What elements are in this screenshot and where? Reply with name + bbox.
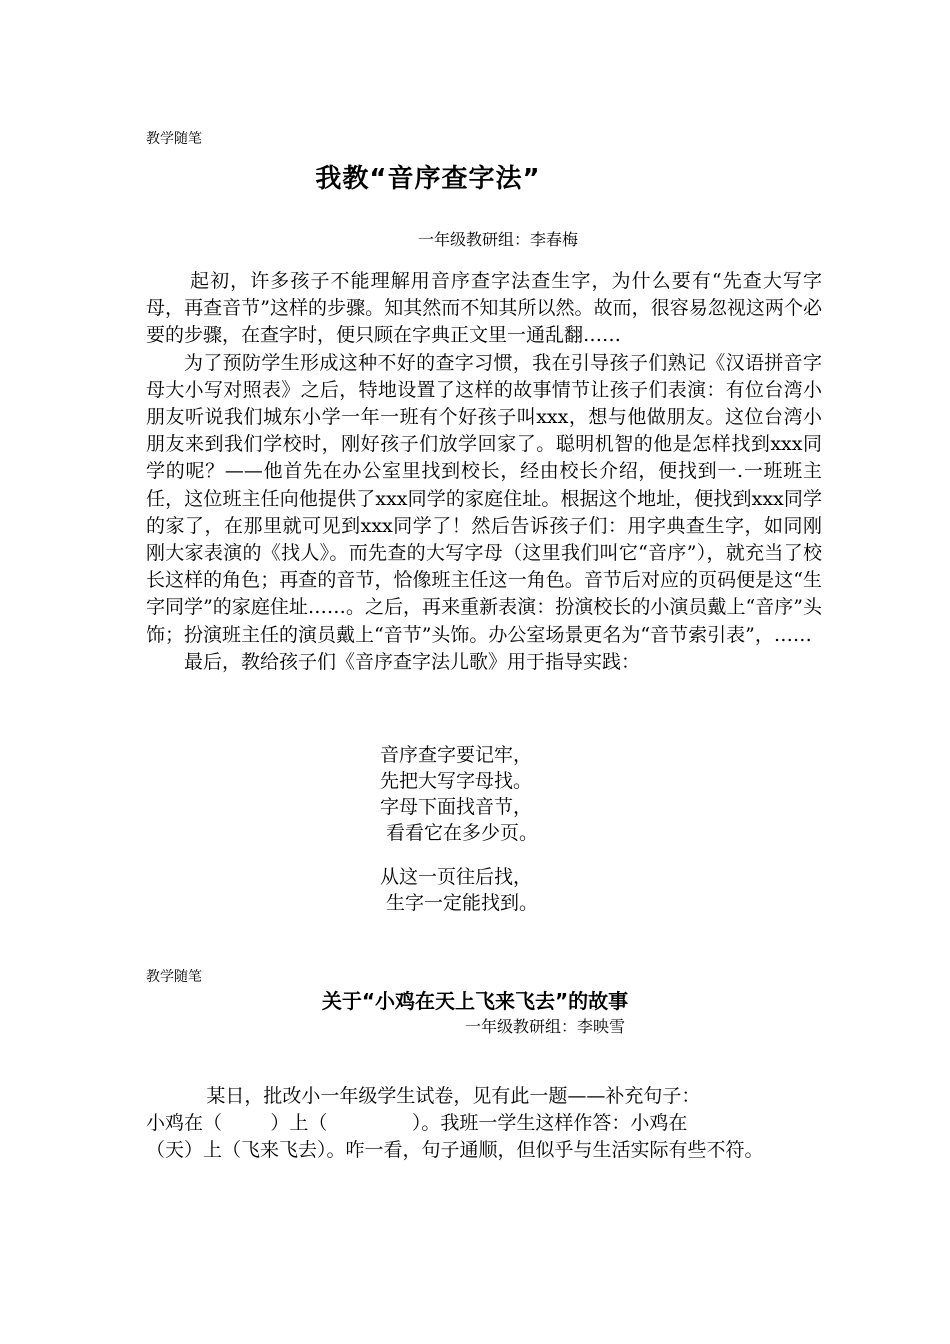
article-body <box>146 1083 826 1164</box>
text-line: 某日，批改小一年级学生试卷，见有此一题——补充句子： <box>146 1085 701 1107</box>
poem-line: 看看它在多少页。 <box>380 822 539 844</box>
text-line: 小鸡在（ ）上（ ）。我班一学生这样作答：小鸡在 <box>146 1112 688 1134</box>
article-body <box>146 268 822 676</box>
paragraph: 起初，许多孩子不能理解用音序查字法查生字，为什么要有“先查大写字母，再查音节”这样的步骤。知其然而不知其所以然。故而，很容易忽视这两个必要的步骤，在查字时，便只顾在字典正文里一通乱翻…… <box>146 270 822 347</box>
article-title: 关于“小鸡在天上飞来飞去”的故事 <box>321 989 629 1013</box>
poem-line: 先把大写字母找。 <box>380 770 533 792</box>
poem-stanza <box>380 742 640 846</box>
article-category-label: 教学随笔 <box>146 131 202 147</box>
article-title: 我教“音序查字法” <box>315 164 541 194</box>
poem-line: 生字一定能找到。 <box>380 892 539 914</box>
paragraph: 最后，教给孩子们《音序查字法儿歌》用于指导实践： <box>184 650 641 673</box>
poem-stanza <box>380 864 640 916</box>
article-author: 一年级教研组：李春梅 <box>418 230 579 249</box>
poem-line: 字母下面找音节， <box>380 796 533 818</box>
article-author: 一年级教研组：李映雪 <box>465 1017 626 1036</box>
poem-line: 从这一页往后找， <box>380 866 533 888</box>
text-line: （天）上（飞来飞去）。咋一看，句子通顺，但似乎与生活实际有些不符。 <box>146 1139 764 1161</box>
paragraph: 为了预防学生形成这种不好的查字习惯，我在引导孩子们熟记《汉语拼音字母大小写对照表》之后，特地设置了这样的故事情节让孩子们表演：有位台湾小朋友听说我们城东小学一年一班有个好孩子叫xxx，想与他做朋友。这位台湾小朋友来到我们学校时，刚好孩子们放学回家了。聪明机智的他是怎样找到xxx同学的呢？——他首先在办公室里找到校长，经由校长介绍，便找到一.一班班主任，这位班主任向他提供了xxx同学的家庭住址。根据这个地址，便找到xxx同学的家了，在那里就可见到xxx同学了！然后告诉孩子们：用字典查生字，如同刚刚大家表演的《找人》。而先查的大写字母（这里我们叫它“音序”），就充当了校长这样的角色；再查的音节，恰像班主任这一角色。音节后对应的页码便是这“生字同学”的家庭住址……。之后，再来重新表演：扮演校长的小演员戴上“音序”头饰；扮演班主任的演员戴上“音节”头饰。办公室场景更名为“音节索引表”，…… <box>146 351 822 646</box>
article-category-label: 教学随笔 <box>146 969 202 985</box>
poem-line: 音序查字要记牢， <box>380 744 533 766</box>
